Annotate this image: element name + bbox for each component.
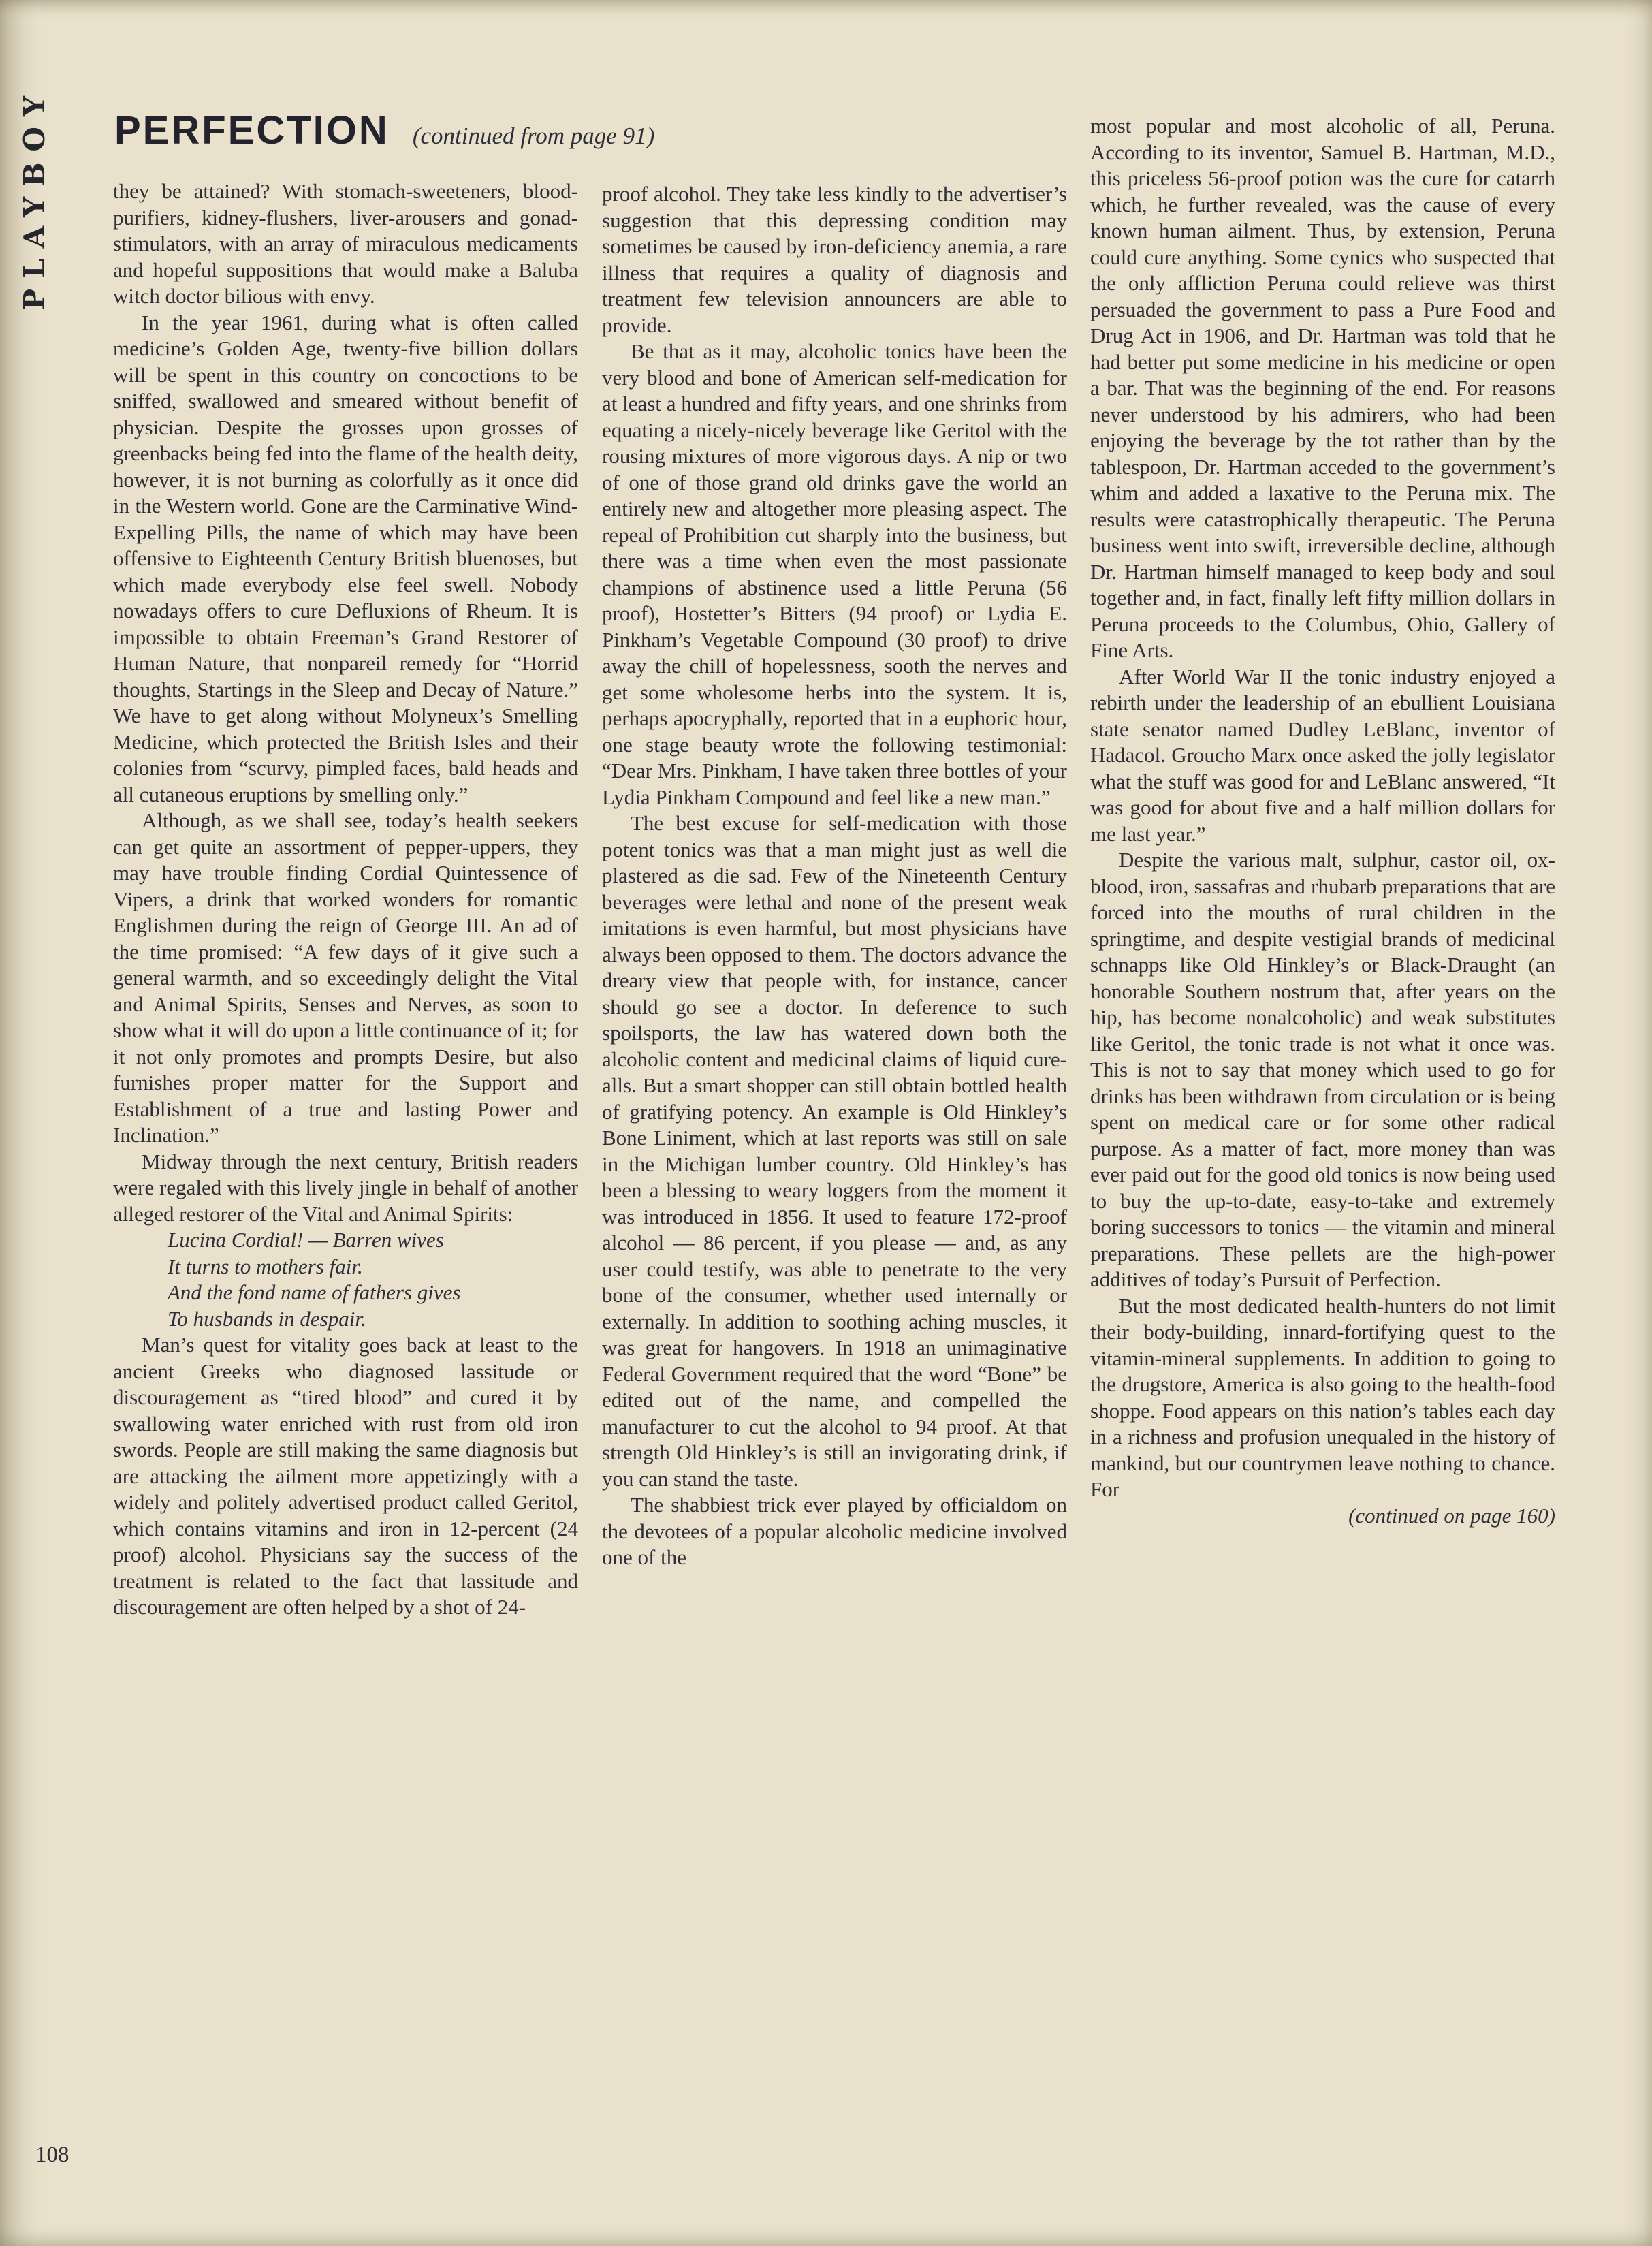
paragraph: After World War II the tonic industry enjoyed a rebirth under the leadership of an ebullient Louisiana state senator named Dudley LeBlanc, inventor of Hadacol. Groucho Marx once asked the jolly legislator what the stuff was good for and LeBlanc answered, “It was good for about five and a half million dollars for me last year.”	[1090, 664, 1555, 846]
paragraph: they be attained? With stomach-sweeteners, blood-purifiers, kidney-flushers, liver-arousers and gonad-stimulators, with an array of miraculous medicaments and hopeful suppositions that would make a Baluba witch doctor bilious with envy.	[113, 179, 578, 308]
text-column-2	[602, 181, 1067, 1571]
article-header	[114, 108, 654, 153]
magazine-spine-text: PLAYBOY	[18, 86, 51, 311]
article-title: PERFECTION	[114, 108, 390, 153]
text-column-1	[113, 178, 578, 1621]
continued-on-note: (continued on page 160)	[1348, 1503, 1555, 1528]
continued-from-note: (continued from page 91)	[412, 123, 655, 149]
verse-line: It turns to mothers fair.	[168, 1254, 363, 1278]
paragraph: In the year 1961, during what is often called medicine’s Golden Age, twenty-five billion dollars will be spent in this country on concoctions to be sniffed, swallowed and smeared without benefit of physician. Despite the grosses upon grosses of greenbacks being fed into the flame of the health deity, however, it is not burning as colorfully as it once did in the Western world. Gone are the Carminative Wind-Expelling Pills, the name of which may have been offensive to Eighteenth Century British bluenoses, but which made everybody else feel swell. Nobody nowadays offers to cure Defluxions of Rheum. It is impossible to obtain Freeman’s Grand Restorer of Human Nature, that nonpareil remedy for “Horrid thoughts, Startings in the Sleep and Decay of Nature.” We have to get along without Molyneux’s Smelling Medicine, which protected the British Isles and their colonies from “scurvy, pimpled faces, bald heads and all cutaneous eruptions by smelling only.”	[113, 310, 578, 806]
paragraph: Despite the various malt, sulphur, castor oil, ox-blood, iron, sassafras and rhubarb preparations that are forced into the mouths of rural children in the springtime, and despite vestigial brands of medicinal schnapps like Old Hinkley’s or Black-Draught (an honorable Southern nostrum that, after years on the hip, has become nonalcoholic) and weak substitutes like Geritol, the tonic trade is not what it once was. This is not to say that money which used to go for drinks has been withdrawn from circulation or is being spent on medical care or for some other radical purpose. As a matter of fact, more money than was ever paid out for the good old tonics is now being used to buy the up-to-date, easy-to-take and extremely boring successors to tonics — the vitamin and mineral preparations. These pellets are the high-power additives of today’s Pursuit of Perfection.	[1090, 848, 1555, 1291]
paragraph: The shabbiest trick ever played by officialdom on the devotees of a popular alcoholic medicine involved one of the	[602, 1493, 1067, 1569]
paragraph: proof alcohol. They take less kindly to the advertiser’s suggestion that this depressing condition may sometimes be caused by iron-deficiency anemia, a rare illness that requires a quality of diagnosis and treatment few television announcers are able to provide.	[602, 182, 1067, 337]
paragraph: The best excuse for self-medication with those potent tonics was that a man might just as well die plastered as die sad. Few of the Nineteenth Century beverages were lethal and none of the present weak imitations is even harmful, but most physicians have always been opposed to them. The doctors advance the dreary view that people with, for instance, cancer should go see a doctor. In deference to such spoilsports, the law has watered down both the alcoholic content and medicinal claims of liquid cure-alls. But a smart shopper can still obtain bottled health of gratifying potency. An example is Old Hinkley’s Bone Liniment, which at last reports was still on sale in the Michigan lumber country. Old Hinkley’s has been a blessing to weary loggers from the moment it was introduced in 1856. It used to feature 172-proof alcohol — 86 percent, if you please — and, as any user could testify, was able to penetrate to the very bone of the consumer, whether used internally or externally. In addition to soothing aching muscles, it was great for hangovers. In 1918 an unimaginative Federal Government required that the word “Bone” be edited out of the name, and compelled the manufacturer to cut the alcohol to 94 proof. At that strength Old Hinkley’s is still an invigorating drink, if you can stand the taste.	[602, 811, 1067, 1491]
verse-line: And the fond name of fathers gives	[168, 1280, 461, 1304]
paragraph: Be that as it may, alcoholic tonics have been the very blood and bone of American self-medication for at least a hundred and fifty years, and one shrinks from equating a nicely-nicely beverage like Geritol with the rousing mixtures of more vigorous days. A nip or two of one of those grand old drinks gave the world an entirely new and altogether more pleasing aspect. The repeal of Prohibition cut sharply into the business, but there was a time when even the most passionate champions of abstinence used a little Peruna (56 proof), Hostetter’s Bitters (94 proof) or Lydia E. Pinkham’s Vegetable Compound (30 proof) to drive away the chill of hopelessness, sooth the nerves and get some wholesome herbs into the system. It is, perhaps apocryphally, reported that in a euphoric hour, one stage beauty wrote the following testimonial: “Dear Mrs. Pinkham, I have taken three bottles of your Lydia Pinkham Compound and feel like a new man.”	[602, 339, 1067, 809]
verse-line: Lucina Cordial! — Barren wives	[168, 1228, 444, 1252]
page-number: 108	[35, 2142, 69, 2167]
paragraph: But the most dedicated health-hunters do not limit their body-building, innard-fortifying quest to the vitamin-mineral supplements. In addition to going to the drugstore, America is also going to the health-food shoppe. Food appears on this nation’s tables each day in a richness and profusion unequaled in the history of mankind, but our countrymen leave nothing to chance. For	[1090, 1293, 1555, 1501]
paragraph: Although, as we shall see, today’s health seekers can get quite an assortment of pepper-uppers, they may have trouble finding Cordial Quintessence of Vipers, a drink that worked wonders for romantic Englishmen during the reign of George III. An ad of the time promised: “A few days of it give such a general warmth, and so exceedingly delight the Vital and Animal Spirits, Senses and Nerves, as soon to show what it will do upon a little continuance of it; for it not only promotes and prompts Desire, but also furnishes proper matter for the Support and Establishment of a true and lasting Power and Inclination.”	[113, 808, 578, 1147]
text-column-3	[1090, 113, 1555, 1529]
paragraph: Man’s quest for vitality goes back at least to the ancient Greeks who diagnosed lassitude or discouragement as “tired blood” and cured it by swallowing water enriched with rust from old iron swords. People are still making the same diagnosis but are attacking the ailment more appetizingly with a widely and politely advertised product called Geritol, which contains vitamins and iron in 12-percent (24 proof) alcohol. Physicians say the success of the treatment is related to the fact that lassitude and discouragement are often helped by a shot of 24-	[113, 1333, 578, 1619]
paragraph: Midway through the next century, British readers were regaled with this lively jingle in behalf of another alleged restorer of the Vital and Animal Spirits:	[113, 1149, 578, 1226]
verse-line: To husbands in despair.	[168, 1306, 366, 1331]
paragraph: most popular and most alcoholic of all, Peruna. According to its inventor, Samuel B. Hartman, M.D., this priceless 56-proof potion was the cure for catarrh which, he further revealed, was the cause of every known human ailment. Thus, by extension, Peruna could cure anything. Some cynics who suspected that the only affliction Peruna could relieve was thirst persuaded the government to pass a Pure Food and Drug Act in 1906, and Dr. Hartman was told that he had better put some medicine in his medicine or open a bar. That was the beginning of the end. For reasons never understood by his admirers, who had been enjoying the beverage by the tot rather than by the tablespoon, Dr. Hartman acceded to the government’s whim and added a laxative to the Peruna mix. The results were catastrophically therapeutic. The Peruna business went into swift, irreversible decline, although Dr. Hartman himself managed to keep body and soul together and, in fact, finally left fifty million dollars in Peruna proceeds to the Columbus, Ohio, Gallery of Fine Arts.	[1090, 114, 1555, 662]
